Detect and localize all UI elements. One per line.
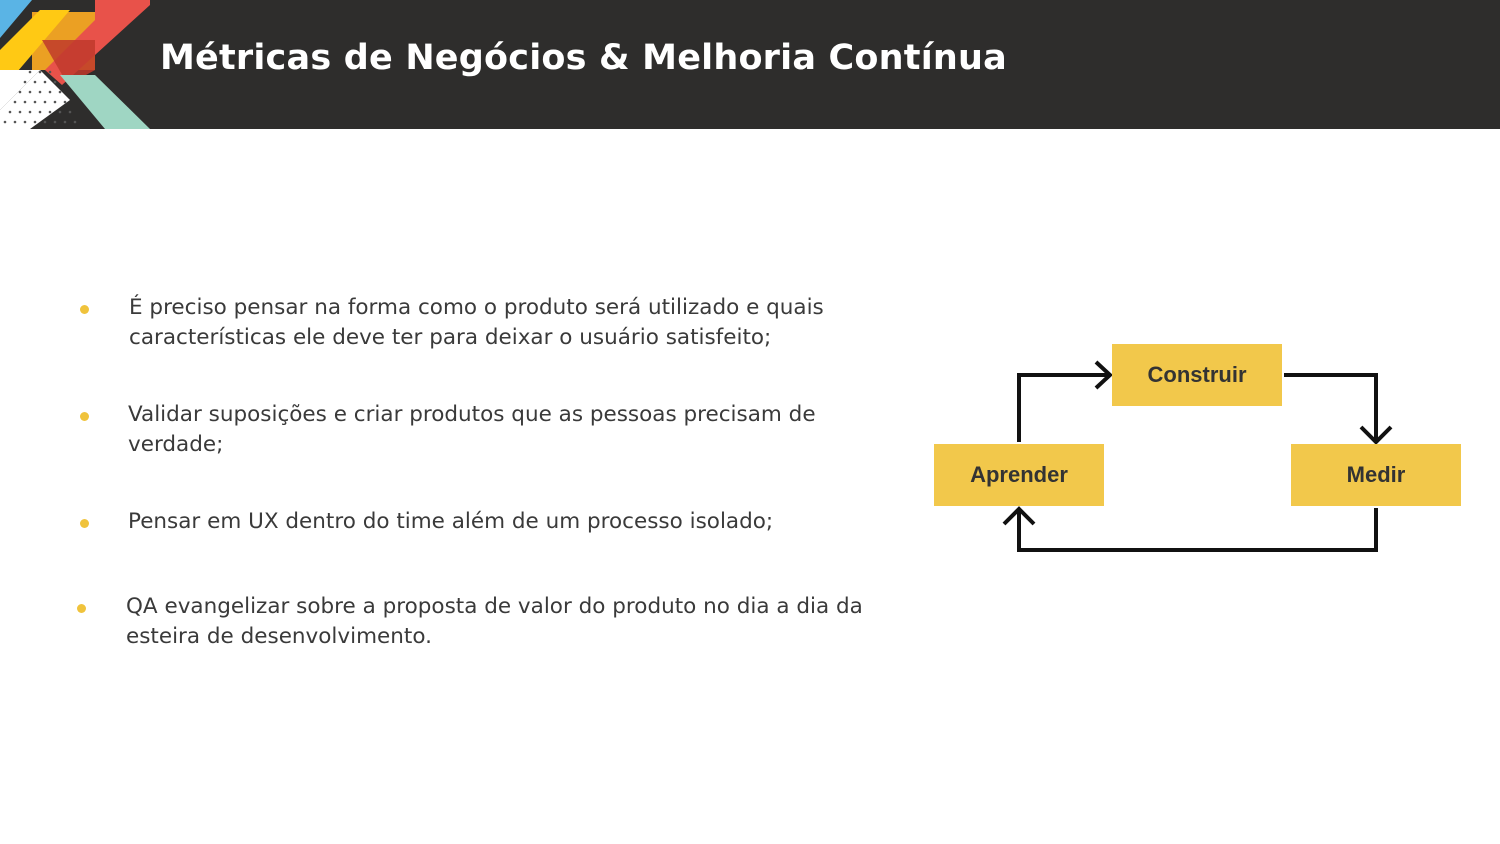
- arrow-measure-to-learn: [1019, 508, 1376, 550]
- list-item-line: É preciso pensar na forma como o produto será utilizado e quais: [129, 295, 824, 320]
- list-item-line: Validar suposições e criar produtos que as pessoas precisam de: [128, 402, 816, 427]
- cycle-label-measure: Medir: [1346, 462, 1406, 487]
- list-item-line: Pensar em UX dentro do time além de um processo isolado;: [128, 509, 774, 534]
- list-item: [77, 592, 907, 652]
- decorative-logo-graphic: [0, 0, 150, 129]
- page-title: Métricas de Negócios & Melhoria Contínua: [160, 38, 1007, 78]
- header-bar: [0, 0, 1500, 129]
- bullet-dot-icon: [77, 604, 86, 613]
- list-item: [80, 293, 880, 353]
- list-item: [80, 507, 880, 537]
- list-item-line: esteira de desenvolvimento.: [126, 624, 432, 649]
- list-item: [80, 400, 880, 460]
- build-measure-learn-cycle: [930, 340, 1470, 560]
- cycle-box-build: [1112, 344, 1282, 406]
- list-item-line: características ele deve ter para deixar o usuário satisfeito;: [129, 325, 772, 350]
- list-item-line: verdade;: [128, 432, 224, 457]
- cycle-box-measure: [1291, 444, 1461, 506]
- cycle-label-build: Construir: [1147, 362, 1247, 387]
- list-item-line: QA evangelizar sobre a proposta de valor do produto no dia a dia da: [126, 594, 863, 619]
- cycle-box-learn: [934, 444, 1104, 506]
- cycle-label-learn: Aprender: [970, 462, 1068, 487]
- arrow-learn-to-build: [1019, 375, 1108, 442]
- bullet-dot-icon: [80, 305, 89, 314]
- bullet-dot-icon: [80, 412, 89, 421]
- bullet-dot-icon: [80, 519, 89, 528]
